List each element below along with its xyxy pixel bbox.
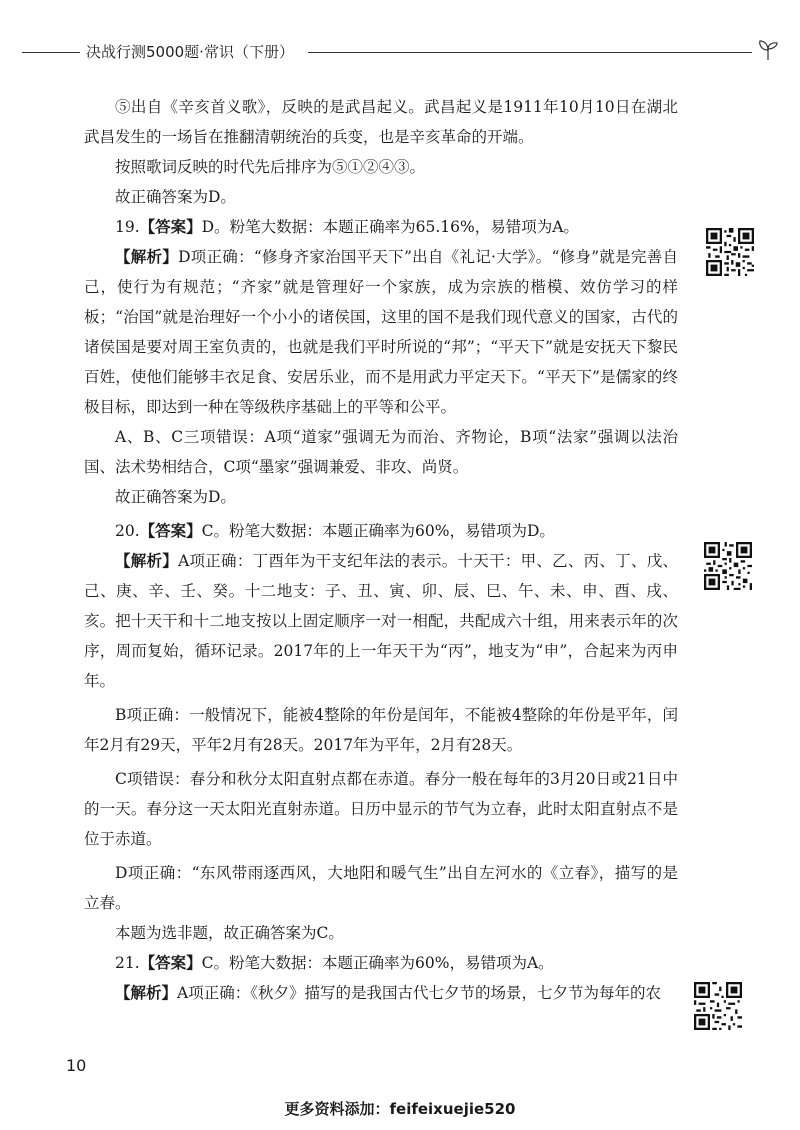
question-number: 19. [115, 218, 140, 236]
paragraph: 故正确答案为D。 [115, 188, 236, 206]
paragraph: 按照歌词反映的时代先后排序为⑤①②④③。 [115, 158, 426, 176]
analysis-label: 【解析】 [115, 247, 179, 266]
qr-code-graphic [704, 542, 752, 590]
book-title: 决战行测5000题·常识（下册） [86, 43, 294, 61]
running-header [22, 40, 782, 66]
answer-text: D。粉笔大数据：本题正确率为65.16%，易错项为A。 [201, 218, 579, 236]
answer-label: 【答案】 [139, 521, 202, 540]
qr-code-icon[interactable] [694, 982, 742, 1030]
question-number: 21. [115, 954, 140, 972]
analysis-19 [84, 242, 678, 422]
paragraph: ⑤出自《辛亥首义歌》，反映的是武昌起义。武昌起义是1911年10月10日在湖北武昌发生的一场旨在推翻清朝统治的兵变，也是辛亥革命的开端。 [84, 98, 678, 146]
analysis-label: 【解析】 [115, 551, 179, 570]
answer-text: C。粉笔大数据：本题正确率为60%，易错项为D。 [201, 522, 555, 540]
paragraph: D项正确：“东风带雨逐西风，大地阳和暖气生”出自左河水的《立春》，描写的是立春。 [84, 864, 678, 912]
paragraph: B项正确：一般情况下，能被4整除的年份是闰年，不能被4整除的年份是平年，闰年2月有29天，平年2月有28天。2017年为平年，2月有28天。 [84, 706, 678, 754]
analysis-text: D项正确：“修身齐家治国平天下”出自《礼记·大学》。“修身”就是完善自己，使行为有规范；“齐家”就是管理好一个家族，成为宗族的楷模、效仿学习的样板；“治国”就是治理好一个小小的诸侯国，这里的国不是我们现代意义的国家，古代的诸侯国是要对周王室负责的，也就是我们平时所说的“邦”；“平天下”就是安抚天下黎民百姓，使他们能够丰衣足食、安居乐业，而不是用武力平定天下。“平天下”是儒家的终极目标，即达到一种在等级秩序基础上的平等和公平。 [84, 248, 678, 416]
qr-code-icon[interactable] [706, 228, 754, 276]
header-rule-right [308, 52, 752, 53]
paragraph: 故正确答案为D。 [115, 488, 236, 506]
footer-note: 更多资料添加：feifeixuejie520 [284, 1100, 516, 1118]
paragraph: A、B、C三项错误：A项“道家”强调无为而治、齐物论，B项“法家”强调以法治国、法术势相结合，C项“墨家”强调兼爱、非攻、尚贤。 [84, 428, 678, 476]
analysis-21 [84, 978, 678, 1008]
analysis-20 [84, 546, 678, 696]
answer-20 [84, 516, 678, 546]
sprout-icon [756, 38, 780, 62]
qr-code-graphic [706, 228, 754, 276]
qr-code-graphic [694, 982, 742, 1030]
header-rule-left [22, 52, 80, 53]
qr-code-icon[interactable] [704, 542, 752, 590]
analysis-label: 【解析】 [115, 983, 178, 1002]
paragraph: C项错误：春分和秋分太阳直射点都在赤道。春分一般在每年的3月20日或21日中的一天。春分这一天太阳光直射赤道。日历中显示的节气为立春，此时太阳直射点不是位于赤道。 [84, 770, 678, 848]
answer-label: 【答案】 [139, 953, 202, 972]
page-body [84, 92, 678, 1008]
analysis-text: A项正确：丁酉年为干支纪年法的表示。十天干：甲、乙、丙、丁、戊、己、庚、辛、壬、癸。十二地支：子、丑、寅、卯、辰、巳、午、未、申、酉、戌、亥。把十天干和十二地支按以上固定顺序一对一相配，共配成六十组，用来表示年的次序，周而复始，循环记录。2017年的上一年天干为“丙”，地支为“申”，合起来为丙申年。 [84, 552, 678, 690]
answer-21 [84, 948, 678, 978]
answer-text: C。粉笔大数据：本题正确率为60%，易错项为A。 [201, 954, 554, 972]
question-number: 20. [115, 522, 140, 540]
answer-label: 【答案】 [139, 217, 202, 236]
paragraph: 本题为选非题，故正确答案为C。 [115, 924, 344, 942]
page-number: 10 [66, 1056, 87, 1075]
analysis-text: A项正确：《秋夕》描写的是我国古代七夕节的场景，七夕节为每年的农 [177, 984, 661, 1002]
answer-19 [84, 212, 678, 242]
